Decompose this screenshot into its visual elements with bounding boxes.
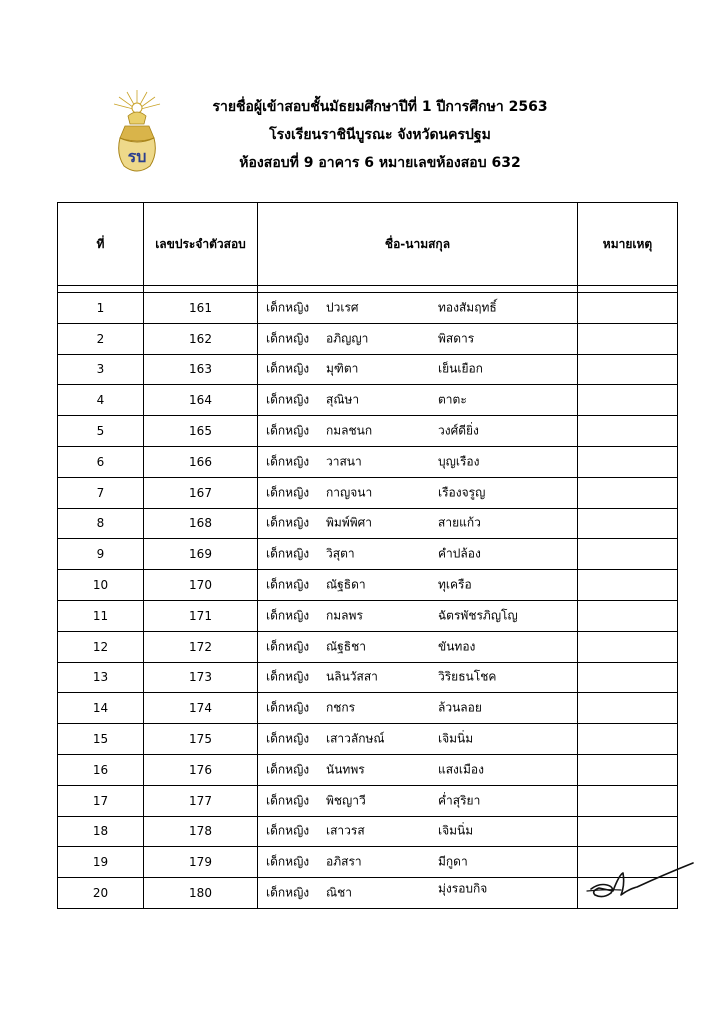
row-name xyxy=(258,477,578,508)
row-id: 178 xyxy=(144,816,258,847)
row-no: 19 xyxy=(58,847,144,878)
row-id: 175 xyxy=(144,724,258,755)
name-title: เด็กหญิง xyxy=(266,361,310,376)
row-name xyxy=(258,293,578,324)
name-title: เด็กหญิง xyxy=(266,731,310,746)
name-first: ณัฐธิดา xyxy=(326,577,366,592)
name-last: วิริยธนโชค xyxy=(438,669,497,684)
col-header-name: ชื่อ-นามสกุล xyxy=(258,203,578,286)
name-last: เจิมนิ่ม xyxy=(438,731,474,746)
name-last: ตาตะ xyxy=(438,392,467,407)
row-note xyxy=(578,354,678,385)
row-name xyxy=(258,754,578,785)
row-no: 15 xyxy=(58,724,144,755)
row-no: 1 xyxy=(58,293,144,324)
row-name xyxy=(258,631,578,662)
name-last: ค่ำสุริยา xyxy=(438,793,481,808)
row-id: 173 xyxy=(144,662,258,693)
row-name xyxy=(258,539,578,570)
row-no: 13 xyxy=(58,662,144,693)
row-note xyxy=(578,754,678,785)
table-row xyxy=(58,754,678,785)
row-name xyxy=(258,416,578,447)
row-id: 174 xyxy=(144,693,258,724)
name-title: เด็กหญิง xyxy=(266,608,310,623)
row-note xyxy=(578,816,678,847)
row-name xyxy=(258,785,578,816)
name-last: บุญเรือง xyxy=(438,454,480,469)
row-note xyxy=(578,724,678,755)
name-first: พิมพ์พิศา xyxy=(326,515,372,530)
row-note xyxy=(578,446,678,477)
name-first: ปวเรศ xyxy=(326,300,359,315)
row-name xyxy=(258,693,578,724)
name-title: เด็กหญิง xyxy=(266,639,310,654)
name-title: เด็กหญิง xyxy=(266,392,310,407)
row-no: 7 xyxy=(58,477,144,508)
row-name xyxy=(258,354,578,385)
row-id: 170 xyxy=(144,570,258,601)
name-title: เด็กหญิง xyxy=(266,423,310,438)
row-note xyxy=(578,385,678,416)
row-name xyxy=(258,600,578,631)
name-last: ฉัตรพัชรภิญโญ xyxy=(438,608,518,623)
row-note xyxy=(578,293,678,324)
row-no: 12 xyxy=(58,631,144,662)
name-first: นันทพร xyxy=(326,762,365,777)
row-no: 11 xyxy=(58,600,144,631)
name-last: วงศ์ดียิ่ง xyxy=(438,423,479,438)
col-header-note: หมายเหตุ xyxy=(578,203,678,286)
table-spacer xyxy=(58,286,678,293)
table-row xyxy=(58,785,678,816)
table-row xyxy=(58,816,678,847)
header-title: รายชื่อผู้เข้าสอบชั้นมัธยมศึกษาปีที่ 1 ปีการศึกษา 2563 xyxy=(212,99,548,115)
row-no: 18 xyxy=(58,816,144,847)
name-title: เด็กหญิง xyxy=(266,577,310,592)
name-first: ณิชา xyxy=(326,885,353,900)
name-first: นลินวัสสา xyxy=(326,669,378,684)
header-school: โรงเรียนราชินีบูรณะ จังหวัดนครปฐม xyxy=(269,127,491,143)
table-row xyxy=(58,570,678,601)
table-row xyxy=(58,508,678,539)
name-first: อภิญญา xyxy=(326,331,369,346)
row-name xyxy=(258,323,578,354)
name-last: คำปล้อง xyxy=(438,546,481,561)
row-name xyxy=(258,446,578,477)
row-id: 163 xyxy=(144,354,258,385)
row-id: 176 xyxy=(144,754,258,785)
row-id: 172 xyxy=(144,631,258,662)
col-header-id: เลขประจำตัวสอบ xyxy=(144,203,258,286)
table-row xyxy=(58,416,678,447)
name-title: เด็กหญิง xyxy=(266,762,310,777)
table-row xyxy=(58,600,678,631)
name-first: กชกร xyxy=(326,700,356,715)
row-note xyxy=(578,662,678,693)
table-row xyxy=(58,354,678,385)
row-no: 14 xyxy=(58,693,144,724)
row-id: 169 xyxy=(144,539,258,570)
row-id: 161 xyxy=(144,293,258,324)
table-row xyxy=(58,323,678,354)
row-note xyxy=(578,477,678,508)
row-no: 5 xyxy=(58,416,144,447)
row-id: 166 xyxy=(144,446,258,477)
row-name xyxy=(258,878,578,909)
row-id: 177 xyxy=(144,785,258,816)
name-last: เย็นเยือก xyxy=(438,361,483,376)
name-title: เด็กหญิง xyxy=(266,515,310,530)
header-room: ห้องสอบที่ 9 อาคาร 6 หมายเลขห้องสอบ 632 xyxy=(239,155,521,171)
row-id: 171 xyxy=(144,600,258,631)
name-first: สุณิษา xyxy=(326,392,360,407)
signature-mark xyxy=(585,855,697,905)
name-last: เรืองจรูญ xyxy=(438,485,486,500)
name-first: วาสนา xyxy=(326,454,362,469)
name-first: มุฑิตา xyxy=(326,361,359,376)
name-first: ณัฐธิชา xyxy=(326,639,366,654)
table-header-row xyxy=(58,203,678,286)
name-title: เด็กหญิง xyxy=(266,546,310,561)
row-id: 162 xyxy=(144,323,258,354)
name-title: เด็กหญิง xyxy=(266,669,310,684)
name-title: เด็กหญิง xyxy=(266,823,310,838)
name-first: พิชญาวี xyxy=(326,793,366,808)
name-first: เสาวลักษณ์ xyxy=(326,731,385,746)
name-last: มีกูดา xyxy=(438,854,468,869)
student-table xyxy=(57,202,678,909)
row-note xyxy=(578,416,678,447)
row-no: 20 xyxy=(58,878,144,909)
name-first: วิสุตา xyxy=(326,546,355,561)
table-row xyxy=(58,724,678,755)
table-row xyxy=(58,446,678,477)
row-name xyxy=(258,816,578,847)
row-name xyxy=(258,724,578,755)
table-row xyxy=(58,293,678,324)
row-id: 168 xyxy=(144,508,258,539)
table-row xyxy=(58,539,678,570)
row-name xyxy=(258,385,578,416)
table-row xyxy=(58,385,678,416)
row-note xyxy=(578,323,678,354)
table-row xyxy=(58,662,678,693)
row-note xyxy=(578,508,678,539)
name-first: กมลชนก xyxy=(326,423,373,438)
name-title: เด็กหญิง xyxy=(266,700,310,715)
name-last: พิสดาร xyxy=(438,331,475,346)
name-last: ทองสัมฤทธิ์ xyxy=(438,300,497,315)
name-first: กมลพร xyxy=(326,608,363,623)
row-id: 165 xyxy=(144,416,258,447)
row-note xyxy=(578,631,678,662)
name-title: เด็กหญิง xyxy=(266,300,310,315)
name-last: ทุเครือ xyxy=(438,577,472,592)
name-last: แสงเมือง xyxy=(438,762,484,777)
name-last: มุ่งรอบกิจ xyxy=(438,881,488,896)
name-first: กาญจนา xyxy=(326,485,373,500)
row-no: 9 xyxy=(58,539,144,570)
col-header-no: ที่ xyxy=(58,203,144,286)
name-last: ล้วนลอย xyxy=(438,700,482,715)
row-no: 4 xyxy=(58,385,144,416)
name-title: เด็กหญิง xyxy=(266,854,310,869)
name-title: เด็กหญิง xyxy=(266,454,310,469)
row-note xyxy=(578,785,678,816)
name-title: เด็กหญิง xyxy=(266,793,310,808)
row-note xyxy=(578,693,678,724)
row-name xyxy=(258,570,578,601)
row-name xyxy=(258,508,578,539)
name-title: เด็กหญิง xyxy=(266,885,310,900)
page-header xyxy=(150,0,610,180)
name-first: เสาวรส xyxy=(326,823,365,838)
row-note xyxy=(578,600,678,631)
name-last: เจิมนิ่ม xyxy=(438,823,474,838)
row-note xyxy=(578,570,678,601)
row-no: 10 xyxy=(58,570,144,601)
row-note xyxy=(578,539,678,570)
emblem-letters: รบ xyxy=(127,147,147,166)
row-no: 16 xyxy=(58,754,144,785)
name-title: เด็กหญิง xyxy=(266,485,310,500)
row-no: 2 xyxy=(58,323,144,354)
row-id: 180 xyxy=(144,878,258,909)
row-id: 179 xyxy=(144,847,258,878)
row-no: 3 xyxy=(58,354,144,385)
row-name xyxy=(258,847,578,878)
row-name xyxy=(258,662,578,693)
name-first: อภิสรา xyxy=(326,854,362,869)
table-row xyxy=(58,477,678,508)
row-no: 8 xyxy=(58,508,144,539)
table-row xyxy=(58,693,678,724)
name-title: เด็กหญิง xyxy=(266,331,310,346)
name-last: ขันทอง xyxy=(438,639,476,654)
row-no: 17 xyxy=(58,785,144,816)
row-id: 167 xyxy=(144,477,258,508)
table-row xyxy=(58,631,678,662)
row-no: 6 xyxy=(58,446,144,477)
name-last: สายแก้ว xyxy=(438,515,481,530)
row-id: 164 xyxy=(144,385,258,416)
